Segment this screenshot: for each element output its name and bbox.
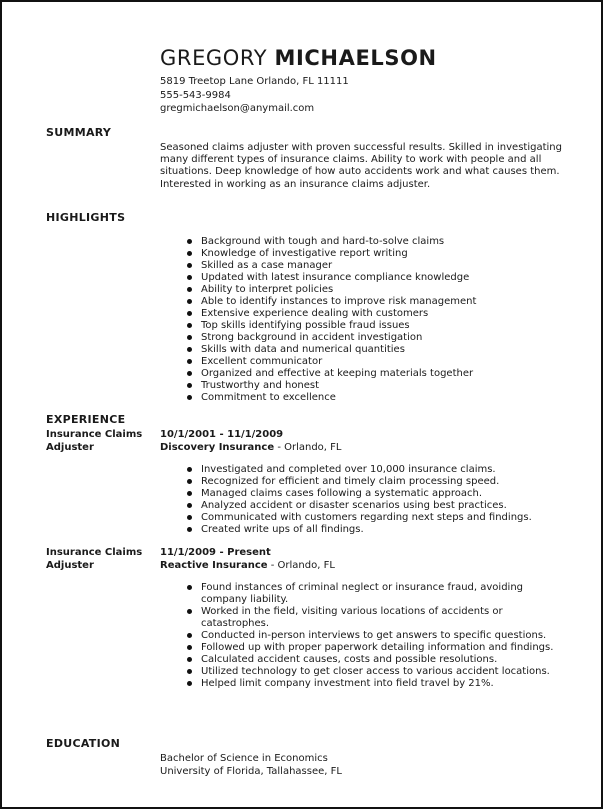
separator: - [267, 560, 278, 571]
job-header [160, 546, 335, 572]
first-name: GREGORY [160, 46, 268, 70]
job-bullet: Utilized technology to get closer access to various accident locations. [185, 666, 555, 678]
highlight-item: Excellent communicator [185, 356, 565, 368]
highlight-item: Ability to interpret policies [185, 284, 565, 296]
job-bullet: Worked in the field, visiting various locations of accidents or catastrophes. [185, 606, 555, 630]
company-name: Reactive Insurance [160, 560, 268, 571]
separator: - [274, 442, 285, 453]
highlight-item: Commitment to excellence [185, 392, 565, 404]
job-bullet: Communicated with customers regarding next steps and findings. [185, 512, 565, 524]
highlight-item: Knowledge of investigative report writing [185, 248, 565, 260]
job-bullet: Analyzed accident or disaster scenarios using best practices. [185, 500, 565, 512]
job-bullet: Found instances of criminal neglect or insurance fraud, avoiding company liability. [185, 582, 555, 606]
highlight-item: Trustworthy and honest [185, 380, 565, 392]
highlights-list [185, 236, 565, 404]
highlight-item: Top skills identifying possible fraud issues [185, 320, 565, 332]
highlights-heading: HIGHLIGHTS [46, 211, 126, 224]
last-name: MICHAELSON [274, 46, 437, 70]
job-bullet: Calculated accident causes, costs and possible resolutions. [185, 654, 555, 666]
education-heading: EDUCATION [46, 737, 121, 750]
job-bullet: Investigated and completed over 10,000 insurance claims. [185, 464, 565, 476]
summary-text: Seasoned claims adjuster with proven successful results. Skilled in investigating many different types of insurance claims. Ability to work with people and all situations. Deep knowledge of how auto accidents work and what causes them. Interested in working as an insurance claims adjuster. [160, 142, 562, 190]
job-header [160, 428, 341, 454]
highlight-item: Updated with latest insurance compliance knowledge [185, 272, 565, 284]
email: gregmichaelson@anymail.com [160, 103, 315, 114]
contact-info [160, 75, 437, 116]
company-name: Discovery Insurance [160, 442, 275, 453]
job-bullet: Helped limit company investment into field travel by 21%. [185, 678, 555, 690]
job-bullet: Recognized for efficient and timely claim processing speed. [185, 476, 565, 488]
job-bullet: Conducted in-person interviews to get answers to specific questions. [185, 630, 555, 642]
degree: Bachelor of Science in Economics [160, 753, 328, 764]
phone: 555-543-9984 [160, 89, 231, 101]
job-bullets [185, 582, 555, 690]
highlight-item: Able to identify instances to improve risk management [185, 296, 565, 308]
summary-heading: SUMMARY [46, 126, 112, 139]
job-bullet: Created write ups of all findings. [185, 524, 565, 536]
job-bullets [185, 464, 565, 536]
experience-heading: EXPERIENCE [46, 413, 126, 426]
highlight-item: Background with tough and hard-to-solve claims [185, 236, 565, 248]
highlight-item: Skills with data and numerical quantities [185, 344, 565, 356]
resume-header [160, 46, 437, 116]
company-location: Orlando, FL [277, 560, 335, 571]
job-bullet: Managed claims cases following a systematic approach. [185, 488, 565, 500]
school: University of Florida, Tallahassee, FL [160, 766, 342, 777]
education-entry [160, 752, 342, 778]
candidate-name [160, 46, 437, 70]
highlight-item: Organized and effective at keeping materials together [185, 368, 565, 380]
address: 5819 Treetop Lane Orlando, FL 11111 [160, 76, 349, 87]
highlight-item: Extensive experience dealing with customers [185, 308, 565, 320]
company-location: Orlando, FL [284, 442, 342, 453]
job-dates: 11/1/2009 - Present [160, 547, 271, 558]
highlight-item: Skilled as a case manager [185, 260, 565, 272]
job-dates: 10/1/2001 - 11/1/2009 [160, 429, 284, 440]
job-title: Insurance Claims Adjuster [46, 429, 143, 453]
job-title: Insurance Claims Adjuster [46, 547, 143, 571]
highlight-item: Strong background in accident investigation [185, 332, 565, 344]
job-bullet: Followed up with proper paperwork detailing information and findings. [185, 642, 555, 654]
